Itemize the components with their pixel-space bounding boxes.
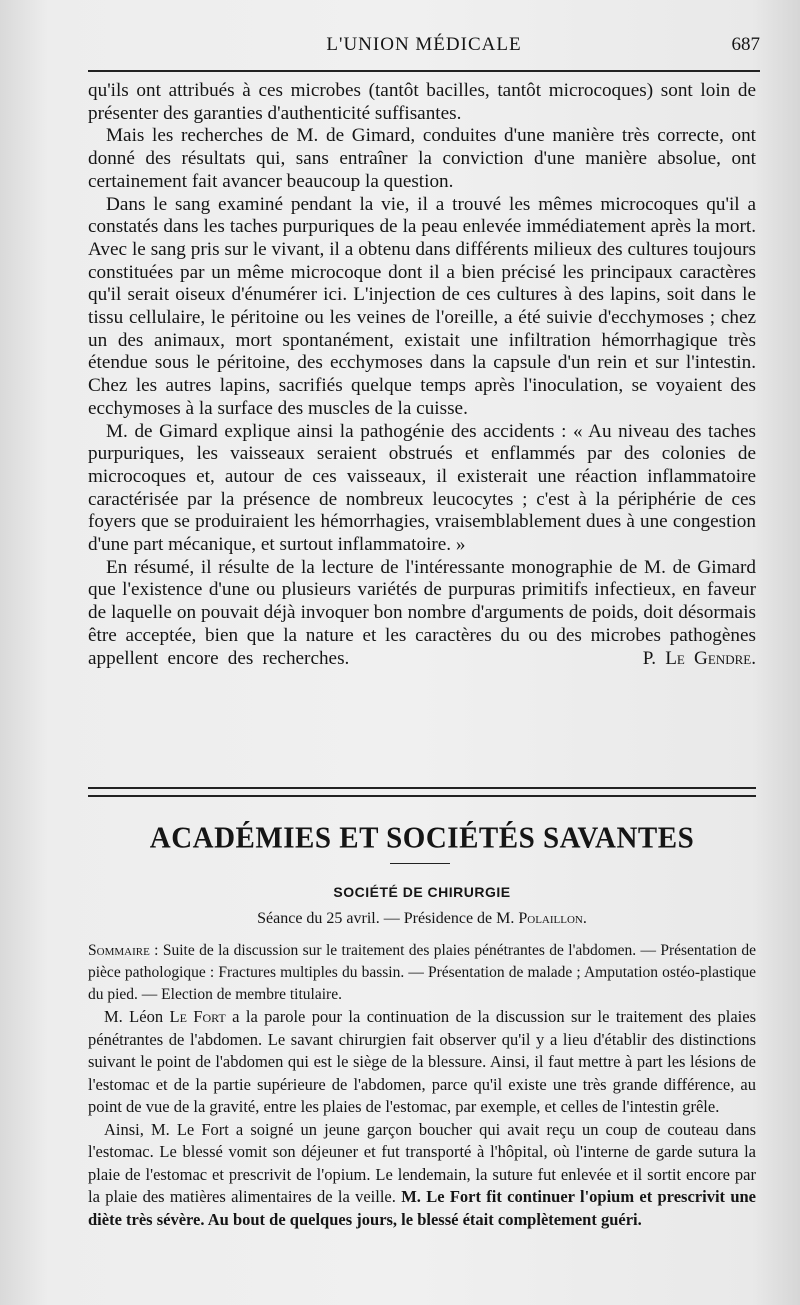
article-paragraph: Mais les recherches de M. de Gimard, conduites d'une manière très correcte, ont donné des résultats qui, sans entraîner la conviction d'une manière absolue, ont certainement fait avancer beaucoup la question. — [88, 125, 756, 192]
report-text-bold: M. Le Fort fit continuer l'opium et prescrivit une diète très sévère. Au bout de quelques jours, le blessé était complètement guéri. — [88, 1187, 756, 1229]
section-title: ACADÉMIES ET SOCIÉTÉS SAVANTES — [149, 821, 695, 855]
report-text: M. Léon — [104, 1007, 170, 1026]
title-rule — [390, 863, 450, 864]
header-rule — [88, 70, 760, 72]
session-report — [88, 1006, 756, 1231]
report-paragraph — [88, 1006, 756, 1119]
session-line — [88, 910, 756, 928]
article-paragraph: qu'ils ont attribués à ces microbes (tantôt bacilles, tantôt microcoques) sont loin de présenter des garanties d'authenticité suffisantes. — [88, 80, 756, 124]
conclusion-text: En résumé, il résulte de la lecture de l'intéressante monographie de M. de Gimard que l'existence d'une ou plusieurs variétés de purpuras primitifs infectieux, en faveur de laquelle on pouvait déjà invoquer bon nombre d'arguments de poids, doit désormais être acceptée, bien que la nature et les caractères du ou des microbes pathogènes appellent encore des recherches. — [88, 556, 756, 669]
section-divider — [88, 787, 756, 797]
report-text: Ainsi, M. Le Fort a soigné un jeune garçon boucher qui avait reçu un coup de couteau dans l'estomac. Le blessé vomit son déjeuner et fut transporté à l'hôpital, où l'interne de garde sutura la plaie de l'estomac et prescrivit de l'opium. Le lendemain, la suture fut enlevée et il sortit encore par la plaie des matières alimentaires de la veille. — [88, 1119, 756, 1206]
author-signature: P. Le Gendre. — [642, 647, 757, 669]
report-text: a la parole pour la continuation de la discussion sur le traitement des plaies pénétrantes de l'abdomen. Le savant chirurgien fait observer qu'il y a lieu d'établir des distinctions suivant le point de l'abdomen qui est le siège de la blessure. Ainsi, il faut mettre à part les lésions de l'estomac et de la partie supérieure de l'abdomen, parce qu'il existe une très grande différence, au point de vue de la gravité, entre les plaies de l'estomac, par exemple, et celles de l'intestin grêle. — [88, 1007, 756, 1116]
president-name: Polaillon — [518, 910, 583, 927]
summary-label: Sommaire — [88, 942, 150, 959]
session-end: . — [582, 910, 587, 927]
running-title: L'UNION MÉDICALE — [326, 34, 522, 55]
summary-text: : Suite de la discussion sur le traitement des plaies pénétrantes de l'abdomen. — Présentation de pièce pathologique : Fractures multiples du bassin. — Présentation de malade ; Amputation ostéo-plastique du pied. — Election de membre titulaire. — [88, 942, 756, 1003]
society-title: SOCIÉTÉ DE CHIRURGIE — [333, 884, 511, 900]
report-paragraph — [88, 1119, 756, 1232]
article-paragraph: M. de Gimard explique ainsi la pathogénie des accidents : « Au niveau des taches purpuriques, les vaisseaux seraient obstrués et enflammés par des colonies de microcoques et, autour de ces vaisseaux, il existerait une réaction inflammatoire caractérisée par la présence de nombreux leucocytes ; c'est à la périphérie de ces foyers que se produiraient les hémorrhagies, vraisemblablement dues à une congestion d'une part mécanique, et surtout inflammatoire. » — [88, 420, 756, 556]
session-date: Séance du 25 avril. — Présidence de M. — [257, 910, 519, 927]
article-paragraph: Dans le sang examiné pendant la vie, il a trouvé les mêmes microcoques qu'il a constatés dans les taches purpuriques de la peau enlevée immédiatement après la mort. Avec le sang pris sur le vivant, il a obtenu dans différents milieux des cultures toujours constituées par un même microcoque dont il a bien précisé les principaux caractères qu'il serait oiseux d'énumérer ici. L'injection de ces cultures à des lapins, soit dans le tissu cellulaire, le péritoine ou les veines de l'oreille, a été suivie d'ecchymoses ; chez un des animaux, mort spontanément, existait une infiltration hémorrhagique très étendue sous le péritoine, des ecchymoses dans la capsule d'un rein et sur l'intestin. Chez les autres lapins, sacrifiés quelque temps après l'inoculation, se voyaient des ecchymoses à la surface des muscles de la cuisse. — [88, 193, 756, 419]
running-head — [88, 34, 760, 64]
article-body — [88, 80, 756, 670]
speaker-name: Le Fort — [169, 1007, 226, 1026]
session-summary — [88, 940, 756, 1006]
page-number: 687 — [731, 34, 760, 55]
article-conclusion — [88, 557, 756, 671]
